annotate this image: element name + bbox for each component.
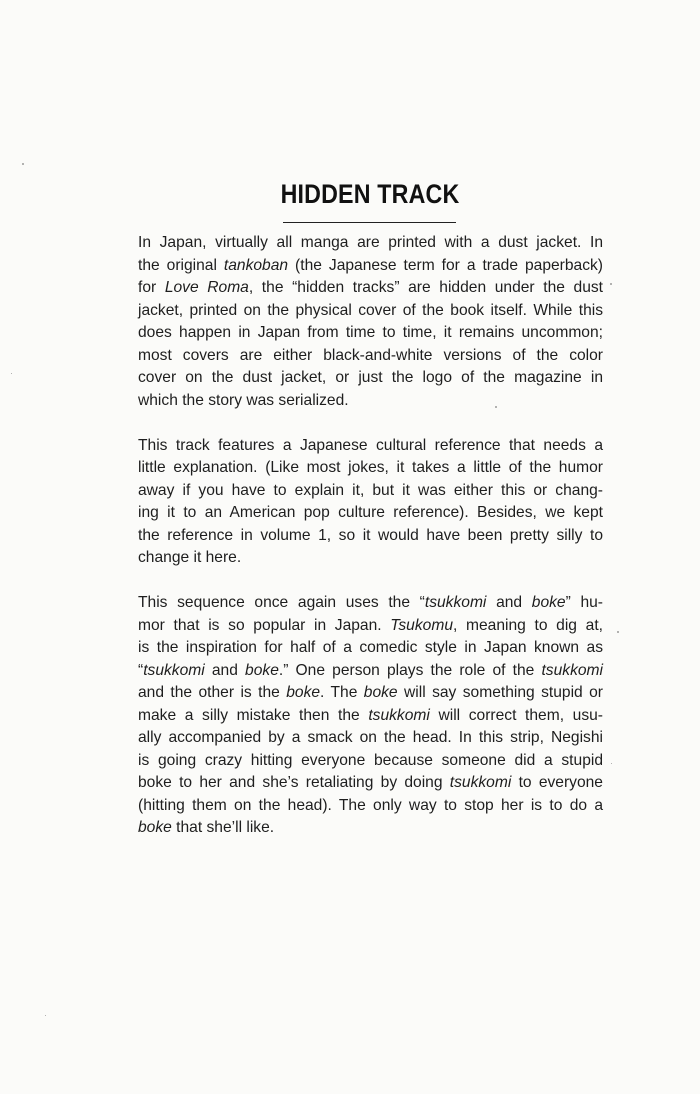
text-run: to everyone (511, 774, 603, 791)
paragraph (138, 232, 603, 412)
text-line (138, 615, 603, 638)
text-run: , the “hidden tracks” are hidden under the dust (248, 279, 604, 296)
text-run: and the other is the (138, 684, 287, 701)
italic-term: boke (138, 819, 172, 836)
text-line (138, 255, 603, 278)
page-title: HIDDEN TRACK (280, 179, 460, 209)
text-run: the reference in volume 1, so it would have been pretty silly to (138, 526, 603, 544)
text-line (138, 660, 603, 683)
text-run: which the story was serialized. (138, 391, 349, 409)
text-line (138, 592, 603, 615)
text-line (138, 750, 603, 773)
italic-term: tankoban (223, 256, 289, 274)
text-line (138, 705, 603, 728)
paper-speck (617, 631, 619, 633)
italic-term: tsukkomi (368, 706, 430, 724)
paper-speck (45, 1015, 46, 1016)
italic-term: Tsukomu (390, 616, 453, 634)
text-line (138, 232, 603, 255)
italic-term: tsukkomi (541, 661, 603, 679)
text-line (138, 502, 603, 525)
text-run: mor that is so popular in Japan. (138, 616, 391, 634)
text-run: and (486, 594, 532, 611)
text-run: will correct them, usu- (429, 706, 603, 724)
paper-speck (610, 283, 612, 285)
text-line (138, 682, 603, 705)
text-line (138, 525, 603, 548)
text-run: cover on the dust jacket, or just the logo of the magazine in (138, 369, 603, 386)
text-run: (hitting them on the head). The only way to stop her is to do a (138, 796, 603, 814)
text-line (138, 345, 603, 368)
italic-term: boke (363, 684, 398, 701)
text-line (138, 727, 603, 750)
italic-term: boke (245, 661, 279, 679)
body-text (138, 232, 603, 862)
text-run: that she’ll like. (171, 819, 275, 836)
text-line (138, 457, 603, 480)
text-run: This track features a Japanese cultural reference that needs a (138, 436, 603, 454)
text-run: little explanation. (Like most jokes, it takes a little of the humor (138, 459, 603, 476)
text-run: will say something stupid or (397, 684, 603, 701)
text-line (138, 817, 603, 840)
text-run: change it here. (138, 549, 242, 566)
italic-term: tsukkomi (449, 774, 512, 791)
text-line (138, 390, 603, 413)
title-underline (283, 222, 456, 223)
text-line (138, 322, 603, 345)
text-line (138, 367, 603, 390)
text-line (138, 300, 603, 323)
text-run: and (204, 661, 246, 679)
italic-term: tsukkomi (143, 661, 205, 679)
italic-term: boke (531, 594, 566, 611)
text-run: is the inspiration for half of a comedic style in Japan known as (138, 639, 603, 656)
text-run: make a silly mistake then the (138, 706, 369, 724)
paper-speck (11, 373, 12, 374)
italic-term: tsukkomi (424, 594, 487, 611)
paragraph (138, 592, 603, 840)
text-run: for (138, 279, 165, 296)
italic-term: boke (286, 684, 321, 701)
text-run: This sequence once again uses the “ (138, 594, 425, 611)
text-line (138, 480, 603, 503)
paper-speck (22, 163, 24, 165)
text-line (138, 435, 603, 458)
text-run: ” hu- (565, 594, 603, 611)
text-line (138, 795, 603, 818)
text-line (138, 277, 603, 300)
text-run: .” One person plays the role of the (278, 661, 542, 679)
paragraph (138, 435, 603, 570)
text-run: the original (138, 256, 224, 274)
text-run: In Japan, virtually all manga are printed with a dust jacket. In (138, 234, 603, 251)
italic-term: Love Roma (164, 279, 249, 296)
text-run: , meaning to dig at, (453, 616, 603, 634)
text-run: away if you have to explain it, but it was either this or chang- (138, 481, 603, 499)
text-run: (the Japanese term for a trade paperback) (288, 256, 603, 274)
paper-speck (495, 406, 497, 408)
text-line (138, 772, 603, 795)
text-run: ally accompanied by a smack on the head. In this strip, Negishi (138, 729, 603, 746)
text-line (138, 547, 603, 570)
text-run: is going crazy hitting everyone because someone did a stupid (138, 751, 603, 769)
text-run: . The (320, 684, 364, 701)
text-run: boke to her and she’s retaliating by doing (138, 774, 450, 791)
text-run: jacket, printed on the physical cover of the book itself. While this (138, 301, 603, 319)
text-run: “ (138, 661, 144, 679)
text-run: does happen in Japan from time to time, it remains uncommon; (138, 324, 603, 341)
text-run: ing it to an American pop culture reference). Besides, we kept (138, 504, 603, 521)
text-run: most covers are either black-and-white versions of the color (138, 346, 603, 364)
text-line (138, 637, 603, 660)
paper-speck (611, 763, 612, 764)
